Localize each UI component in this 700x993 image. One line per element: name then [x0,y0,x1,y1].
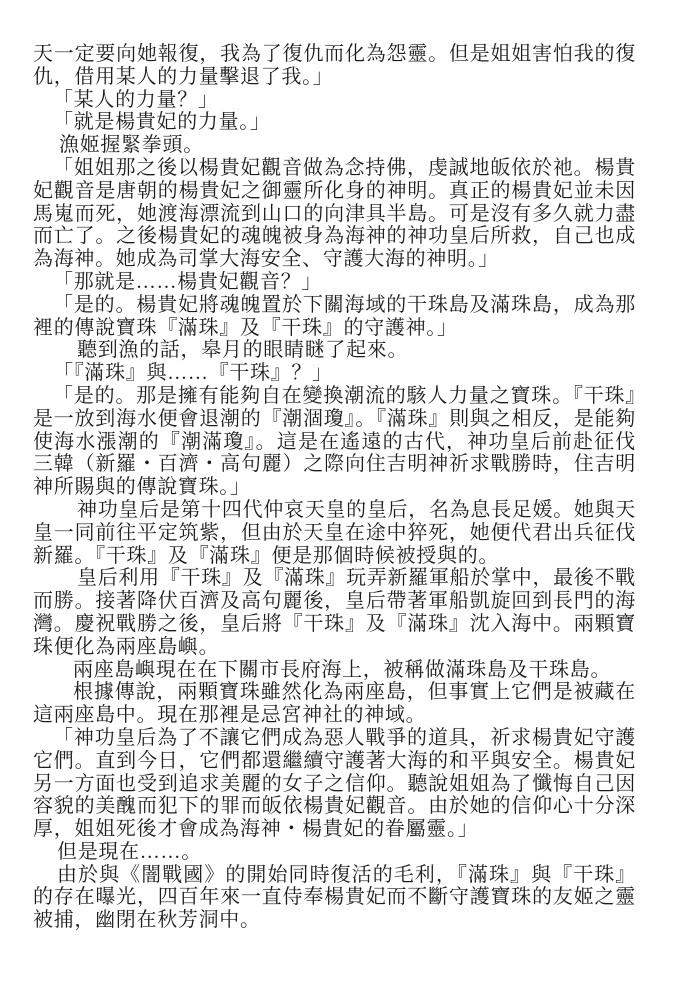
paragraph: 「是的。楊貴妃將魂魄置於下關海域的干珠島及滿珠島，成為那裡的傳說寶珠『滿珠』及『干珠』的守護神。」 [33,293,636,339]
paragraph: 「『滿珠』與……『干珠』？」 [53,362,333,385]
paragraph: 神功皇后是第十四代仲哀天皇的皇后，名為息長足媛。她與天皇一同前往平定筑紫，但由於天皇在途中猝死，她便代君出兵征伐新羅。『干珠』及『滿珠』便是那個時候被授與的。 [33,498,636,567]
paragraph: 根據傳說，兩顆寶珠雖然化為兩座島，但事實上它們是被藏在這兩座島中。現在那裡是忌宮神社的神域。 [33,681,636,727]
paragraph: 皇后利用『干珠』及『滿珠』玩弄新羅軍船於掌中，最後不戰而勝。接著降伏百濟及高句麗後，皇后帶著軍船凱旋回到長門的海灣。慶祝戰勝之後，皇后將『干珠』及『滿珠』沈入海中。兩顆寶珠便化為兩座島嶼。 [33,567,636,658]
paragraph: 「那就是……楊貴妃觀音？」 [53,270,323,293]
paragraph: 但是現在……。 [57,840,202,863]
paragraph: 天一定要向她報復，我為了復仇而化為怨靈。但是姐姐害怕我的復仇，借用某人的力量擊退了我。」 [33,43,636,88]
paragraph: 聽到漁的話，皋月的眼睛瞇了起來。 [77,339,409,362]
paragraph: 兩座島嶼現在在下關市長府海上，被稱做滿珠島及干珠島。 [73,658,612,681]
paragraph: 漁姬握緊拳頭。 [59,134,204,157]
paragraph: 「某人的力量？」 [53,88,219,111]
text-column [33,43,636,932]
paragraph: 「就是楊貴妃的力量。」 [53,111,271,134]
paragraph: 「是的。那是擁有能夠自在變換潮流的駭人力量之寶珠。『干珠』是一放到海水便會退潮的『潮涸瓊』。『滿珠』則與之相反，是能夠使海水漲潮的『潮滿瓊』。這是在遙遠的古代，神功皇后前赴征伐三韓（新羅・百濟・高句麗）之際向住吉明神祈求戰勝時，住吉明神所賜與的傳說寶珠。」 [33,384,636,499]
paragraph: 「神功皇后為了不讓它們成為惡人戰爭的道具，祈求楊貴妃守護它們。直到今日，它們都還繼續守護著大海的和平與安全。楊貴妃另一方面也受到追求美麗的女子之信仰。聽說姐姐為了懺悔自己因容貌的美醜而犯下的罪而皈依楊貴妃觀音。由於她的信仰心十分深厚，姐姐死後才會成為海神・楊貴妃的眷屬靈。」 [33,726,636,841]
paragraph: 「姐姐那之後以楊貴妃觀音做為念持佛，虔誠地皈依於祂。楊貴妃觀音是唐朝的楊貴妃之御靈所化身的神明。真正的楊貴妃並未因馬嵬而死，她渡海漂流到山口的向津具半島。可是沒有多久就力盡而亡了。之後楊貴妃的魂魄被身為海神的神功皇后所救，自己也成為海神。她成為司掌大海安全、守護大海的神明。」 [33,156,636,271]
paragraph: 由於與《闇戰國》的開始同時復活的毛利，『滿珠』與『干珠』的存在曝光，四百年來一直侍奉楊貴妃而不斷守護寶珠的友姬之靈被捕，幽閉在秋芳洞中。 [33,863,636,932]
